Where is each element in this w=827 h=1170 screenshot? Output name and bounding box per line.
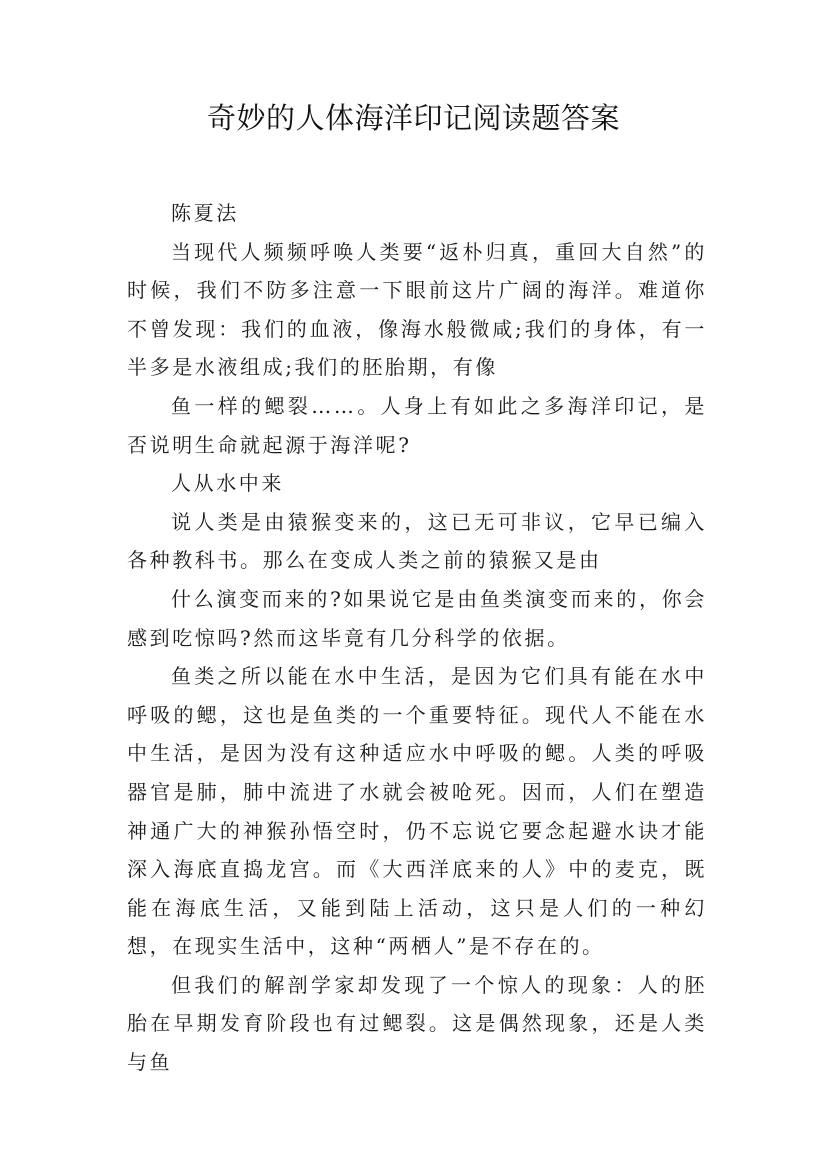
paragraph: 当现代人频频呼唤人类要“返朴归真，重回大自然”的时候，我们不防多注意一下眼前这片广阔的海洋。难道你不曾发现：我们的血液，像海水般微咸;我们的身体，有一半多是水液组成;我们的胚胎期，有像 [127,239,707,380]
author-line: 陈夏法 [171,201,239,225]
paragraph: 但我们的解剖学家却发现了一个惊人的现象：人的胚胎在早期发育阶段也有过鳃裂。这是偶然现象，还是人类与鱼 [127,972,707,1075]
paragraph: 说人类是由猿猴变来的，这已无可非议，它早已编入各种教科书。那么在变成人类之前的猿猴又是由 [127,509,707,573]
section-heading: 人从水中来 [171,471,284,496]
paragraph: 鱼一样的鳃裂……。人身上有如此之多海洋印记，是否说明生命就起源于海洋呢? [127,393,707,457]
document-title: 奇妙的人体海洋印记阅读题答案 [206,101,620,135]
paragraph: 鱼类之所以能在水中生活，是因为它们具有能在水中呼吸的鳃，这也是鱼类的一个重要特征。现代人不能在水中生活，是因为没有这种适应水中呼吸的鳃。人类的呼吸器官是肺，肺中流进了水就会被呛死。因而，人们在塑造神通广大的神猴孙悟空时，仍不忘说它要念起避水诀才能深入海底直捣龙宫。而《大西洋底来的人》中的麦克，既能在海底生活，又能到陆上活动，这只是人们的一种幻想，在现实生活中，这种“两栖人”是不存在的。 [127,664,707,959]
paragraph: 什么演变而来的?如果说它是由鱼类演变而来的，你会感到吃惊吗?然而这毕竟有几分科学的依据。 [127,586,707,650]
document-body [127,194,707,1082]
